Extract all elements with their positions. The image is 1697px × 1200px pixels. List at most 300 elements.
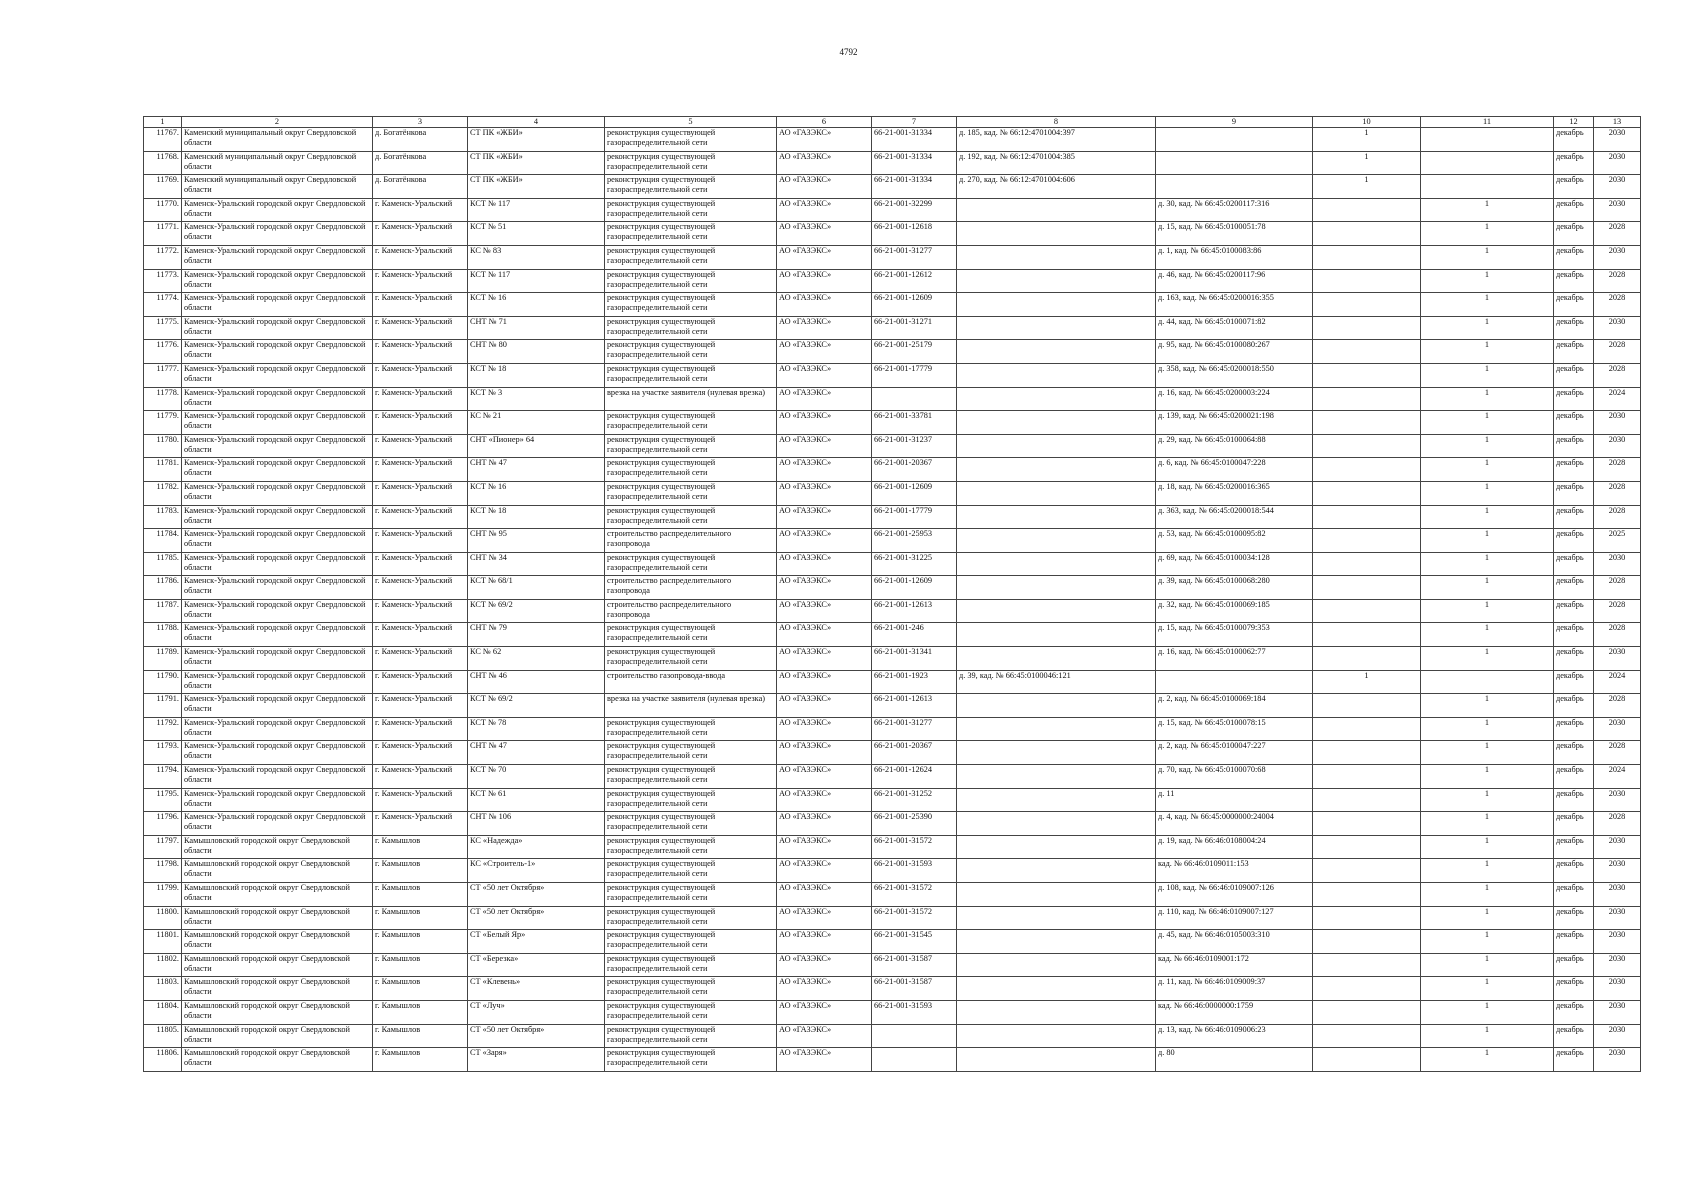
table-cell-col-11: 1 <box>1421 883 1554 907</box>
table-cell-col-5: реконструкция существующей газораспределительной сети <box>605 835 777 859</box>
table-cell-col-3: г. Каменск-Уральский <box>373 694 468 718</box>
table-cell-col-9: д. 45, кад. № 66:46:0105003:310 <box>1156 930 1313 954</box>
table-cell-col-5: реконструкция существующей газораспределительной сети <box>605 245 777 269</box>
table-cell-col-3: г. Камышлов <box>373 859 468 883</box>
table-cell-col-13: 2028 <box>1594 599 1641 623</box>
column-header-1: 1 <box>144 117 182 128</box>
table-cell-col-4: КС «Строитель-1» <box>468 859 605 883</box>
column-header-6: 6 <box>777 117 872 128</box>
table-cell-col-13: 2024 <box>1594 387 1641 411</box>
table-cell-col-7: 66-21-001-31277 <box>872 717 957 741</box>
table-cell-col-4: СНТ № 95 <box>468 529 605 553</box>
table-row <box>144 906 1641 930</box>
table-cell-col-13: 2030 <box>1594 198 1641 222</box>
table-cell-col-7: 66-21-001-31271 <box>872 316 957 340</box>
table-cell-col-11: 1 <box>1421 293 1554 317</box>
table-cell-col-13: 2028 <box>1594 340 1641 364</box>
table-cell-col-9: д. 108, кад. № 66:46:0109007:126 <box>1156 883 1313 907</box>
table-cell-col-11: 1 <box>1421 953 1554 977</box>
table-row <box>144 175 1641 199</box>
table-cell-col-10 <box>1313 765 1421 789</box>
gasification-register-table <box>143 116 1641 1072</box>
table-cell-col-7: 66-21-001-12613 <box>872 694 957 718</box>
table-cell-col-5: реконструкция существующей газораспределительной сети <box>605 175 777 199</box>
column-header-5: 5 <box>605 117 777 128</box>
table-cell-col-2: Каменск-Уральский городской округ Свердловской области <box>182 387 373 411</box>
table-cell-col-7: 66-21-001-31545 <box>872 930 957 954</box>
table-cell-col-10 <box>1313 741 1421 765</box>
table-cell-col-10 <box>1313 481 1421 505</box>
table-cell-col-6: АО «ГАЗЭКС» <box>777 481 872 505</box>
table-cell-col-4: КСТ № 78 <box>468 717 605 741</box>
table-cell-col-11: 1 <box>1421 647 1554 671</box>
table-cell-col-9: д. 15, кад. № 66:45:0100078:15 <box>1156 717 1313 741</box>
table-cell-col-13: 2025 <box>1594 529 1641 553</box>
table-cell-col-2: Каменск-Уральский городской округ Свердловской области <box>182 765 373 789</box>
table-cell-col-2: Каменск-Уральский городской округ Свердловской области <box>182 316 373 340</box>
table-cell-col-12: декабрь <box>1554 859 1594 883</box>
table-cell-col-5: реконструкция существующей газораспределительной сети <box>605 977 777 1001</box>
table-cell-col-5: реконструкция существующей газораспределительной сети <box>605 906 777 930</box>
table-cell-col-2: Камышловский городской округ Свердловской области <box>182 883 373 907</box>
table-cell-col-7: 66-21-001-20367 <box>872 741 957 765</box>
table-cell-col-3: г. Каменск-Уральский <box>373 765 468 789</box>
table-cell-col-5: реконструкция существующей газораспределительной сети <box>605 1024 777 1048</box>
table-cell-col-8 <box>957 363 1156 387</box>
table-cell-col-9: кад. № 66:46:0109011:153 <box>1156 859 1313 883</box>
table-cell-col-5: реконструкция существующей газораспределительной сети <box>605 128 777 152</box>
table-cell-col-11: 1 <box>1421 552 1554 576</box>
table-cell-col-8 <box>957 245 1156 269</box>
table-cell-col-6: АО «ГАЗЭКС» <box>777 599 872 623</box>
table-cell-col-8 <box>957 222 1156 246</box>
table-cell-col-2: Каменск-Уральский городской округ Свердловской области <box>182 623 373 647</box>
table-cell-col-7: 66-21-001-17779 <box>872 363 957 387</box>
table-cell-col-1: 11783. <box>144 505 182 529</box>
table-cell-col-4: СНТ № 47 <box>468 741 605 765</box>
table-cell-col-10 <box>1313 835 1421 859</box>
table-cell-col-4: СТ «Клевень» <box>468 977 605 1001</box>
table-cell-col-11: 1 <box>1421 269 1554 293</box>
table-cell-col-13: 2030 <box>1594 883 1641 907</box>
table-cell-col-10 <box>1313 411 1421 435</box>
table-cell-col-9: д. 95, кад. № 66:45:0100080:267 <box>1156 340 1313 364</box>
table-cell-col-8 <box>957 647 1156 671</box>
table-cell-col-5: реконструкция существующей газораспределительной сети <box>605 552 777 576</box>
table-cell-col-13: 2030 <box>1594 788 1641 812</box>
table-cell-col-12: декабрь <box>1554 458 1594 482</box>
table-cell-col-2: Камышловский городской округ Свердловской области <box>182 1024 373 1048</box>
table-cell-col-11: 1 <box>1421 529 1554 553</box>
table-row <box>144 599 1641 623</box>
table-cell-col-7: 66-21-001-1923 <box>872 670 957 694</box>
table-cell-col-3: д. Богатёнкова <box>373 128 468 152</box>
table-cell-col-1: 11787. <box>144 599 182 623</box>
table-cell-col-5: реконструкция существующей газораспределительной сети <box>605 623 777 647</box>
table-cell-col-3: г. Каменск-Уральский <box>373 717 468 741</box>
table-cell-col-13: 2028 <box>1594 481 1641 505</box>
table-cell-col-1: 11785. <box>144 552 182 576</box>
table-cell-col-3: г. Камышлов <box>373 883 468 907</box>
table-cell-col-1: 11793. <box>144 741 182 765</box>
table-row <box>144 387 1641 411</box>
table-cell-col-9 <box>1156 128 1313 152</box>
table-cell-col-7: 66-21-001-31237 <box>872 434 957 458</box>
table-cell-col-6: АО «ГАЗЭКС» <box>777 198 872 222</box>
table-cell-col-11 <box>1421 175 1554 199</box>
table-cell-col-4: СТ «Белый Яр» <box>468 930 605 954</box>
table-cell-col-3: г. Камышлов <box>373 835 468 859</box>
table-cell-col-11: 1 <box>1421 481 1554 505</box>
table-cell-col-4: КСТ № 18 <box>468 505 605 529</box>
table-cell-col-8 <box>957 717 1156 741</box>
table-cell-col-6: АО «ГАЗЭКС» <box>777 293 872 317</box>
table-cell-col-3: г. Каменск-Уральский <box>373 293 468 317</box>
table-cell-col-8 <box>957 269 1156 293</box>
table-cell-col-13: 2028 <box>1594 269 1641 293</box>
table-cell-col-10 <box>1313 1000 1421 1024</box>
table-cell-col-13: 2028 <box>1594 222 1641 246</box>
table-cell-col-3: г. Камышлов <box>373 906 468 930</box>
table-cell-col-1: 11779. <box>144 411 182 435</box>
table-cell-col-6: АО «ГАЗЭКС» <box>777 906 872 930</box>
table-cell-col-11: 1 <box>1421 599 1554 623</box>
table-cell-col-10 <box>1313 1048 1421 1072</box>
table-cell-col-4: СНТ № 71 <box>468 316 605 340</box>
table-cell-col-5: реконструкция существующей газораспределительной сети <box>605 458 777 482</box>
table-cell-col-6: АО «ГАЗЭКС» <box>777 883 872 907</box>
table-cell-col-11: 1 <box>1421 859 1554 883</box>
table-cell-col-7: 66-21-001-31587 <box>872 977 957 1001</box>
table-cell-col-6: АО «ГАЗЭКС» <box>777 151 872 175</box>
table-cell-col-12: декабрь <box>1554 599 1594 623</box>
table-cell-col-8 <box>957 883 1156 907</box>
table-cell-col-7: 66-21-001-25953 <box>872 529 957 553</box>
table-cell-col-6: АО «ГАЗЭКС» <box>777 788 872 812</box>
column-header-2: 2 <box>182 117 373 128</box>
table-cell-col-1: 11767. <box>144 128 182 152</box>
table-cell-col-8 <box>957 505 1156 529</box>
table-cell-col-8 <box>957 481 1156 505</box>
table-cell-col-10 <box>1313 977 1421 1001</box>
table-cell-col-12: декабрь <box>1554 293 1594 317</box>
table-cell-col-7: 66-21-001-12613 <box>872 599 957 623</box>
table-cell-col-7: 66-21-001-12624 <box>872 765 957 789</box>
table-cell-col-11: 1 <box>1421 717 1554 741</box>
table-cell-col-3: г. Каменск-Уральский <box>373 269 468 293</box>
table-cell-col-12: декабрь <box>1554 222 1594 246</box>
table-cell-col-9: д. 80 <box>1156 1048 1313 1072</box>
table-cell-col-1: 11782. <box>144 481 182 505</box>
table-cell-col-9: д. 69, кад. № 66:45:0100034:128 <box>1156 552 1313 576</box>
table-cell-col-1: 11775. <box>144 316 182 340</box>
table-cell-col-10 <box>1313 599 1421 623</box>
table-row <box>144 623 1641 647</box>
table-cell-col-9: д. 32, кад. № 66:45:0100069:185 <box>1156 599 1313 623</box>
table-cell-col-5: реконструкция существующей газораспределительной сети <box>605 363 777 387</box>
table-cell-col-13: 2030 <box>1594 647 1641 671</box>
table-cell-col-9: д. 6, кад. № 66:45:0100047:228 <box>1156 458 1313 482</box>
table-cell-col-5: врезка на участке заявителя (нулевая врезка) <box>605 694 777 718</box>
column-header-11: 11 <box>1421 117 1554 128</box>
table-cell-col-12: декабрь <box>1554 245 1594 269</box>
table-cell-col-6: АО «ГАЗЭКС» <box>777 953 872 977</box>
table-cell-col-5: реконструкция существующей газораспределительной сети <box>605 151 777 175</box>
table-cell-col-13: 2028 <box>1594 505 1641 529</box>
table-cell-col-10 <box>1313 859 1421 883</box>
table-cell-col-13: 2030 <box>1594 930 1641 954</box>
table-cell-col-6: АО «ГАЗЭКС» <box>777 977 872 1001</box>
column-header-7: 7 <box>872 117 957 128</box>
table-cell-col-12: декабрь <box>1554 269 1594 293</box>
table-cell-col-11: 1 <box>1421 741 1554 765</box>
column-header-12: 12 <box>1554 117 1594 128</box>
table-cell-col-4: КСТ № 51 <box>468 222 605 246</box>
table-row <box>144 458 1641 482</box>
table-cell-col-1: 11797. <box>144 835 182 859</box>
table-cell-col-4: КСТ № 70 <box>468 765 605 789</box>
table-cell-col-10: 1 <box>1313 670 1421 694</box>
table-cell-col-13: 2030 <box>1594 128 1641 152</box>
table-cell-col-10 <box>1313 812 1421 836</box>
table-cell-col-8 <box>957 835 1156 859</box>
table-row <box>144 859 1641 883</box>
table-row <box>144 128 1641 152</box>
table-cell-col-5: строительство распределительного газопровода <box>605 529 777 553</box>
table-cell-col-3: г. Каменск-Уральский <box>373 340 468 364</box>
table-cell-col-12: декабрь <box>1554 741 1594 765</box>
table-cell-col-6: АО «ГАЗЭКС» <box>777 812 872 836</box>
table-cell-col-3: г. Каменск-Уральский <box>373 481 468 505</box>
table-cell-col-5: реконструкция существующей газораспределительной сети <box>605 647 777 671</box>
table-cell-col-10 <box>1313 717 1421 741</box>
table-cell-col-10 <box>1313 552 1421 576</box>
table-cell-col-9: д. 363, кад. № 66:45:0200018:544 <box>1156 505 1313 529</box>
table-cell-col-8 <box>957 741 1156 765</box>
table-cell-col-4: КСТ № 61 <box>468 788 605 812</box>
table-cell-col-9: кад. № 66:46:0109001:172 <box>1156 953 1313 977</box>
table-cell-col-12: декабрь <box>1554 906 1594 930</box>
table-cell-col-9: д. 163, кад. № 66:45:0200016:355 <box>1156 293 1313 317</box>
table-cell-col-13: 2030 <box>1594 245 1641 269</box>
table-cell-col-2: Каменск-Уральский городской округ Свердловской области <box>182 481 373 505</box>
table-cell-col-12: декабрь <box>1554 316 1594 340</box>
table-cell-col-3: д. Богатёнкова <box>373 175 468 199</box>
table-cell-col-1: 11768. <box>144 151 182 175</box>
table-cell-col-1: 11800. <box>144 906 182 930</box>
table-cell-col-4: СТ «50 лет Октября» <box>468 906 605 930</box>
table-cell-col-5: реконструкция существующей газораспределительной сети <box>605 883 777 907</box>
table-cell-col-12: декабрь <box>1554 765 1594 789</box>
table-cell-col-1: 11802. <box>144 953 182 977</box>
table-cell-col-6: АО «ГАЗЭКС» <box>777 458 872 482</box>
table-cell-col-13: 2030 <box>1594 434 1641 458</box>
table-cell-col-7: 66-21-001-25179 <box>872 340 957 364</box>
table-cell-col-7: 66-21-001-31572 <box>872 906 957 930</box>
table-cell-col-7: 66-21-001-32299 <box>872 198 957 222</box>
table-cell-col-4: КСТ № 16 <box>468 481 605 505</box>
table-cell-col-8: д. 39, кад. № 66:45:0100046:121 <box>957 670 1156 694</box>
table-cell-col-2: Каменск-Уральский городской округ Свердловской области <box>182 411 373 435</box>
table-cell-col-12: декабрь <box>1554 647 1594 671</box>
table-cell-col-12: декабрь <box>1554 128 1594 152</box>
table-cell-col-7: 66-21-001-31334 <box>872 151 957 175</box>
table-cell-col-11: 1 <box>1421 434 1554 458</box>
table-cell-col-6: АО «ГАЗЭКС» <box>777 930 872 954</box>
table-cell-col-12: декабрь <box>1554 835 1594 859</box>
table-cell-col-10 <box>1313 505 1421 529</box>
table-cell-col-10 <box>1313 788 1421 812</box>
table-cell-col-9 <box>1156 670 1313 694</box>
table-cell-col-12: декабрь <box>1554 953 1594 977</box>
table-cell-col-5: реконструкция существующей газораспределительной сети <box>605 1000 777 1024</box>
table-cell-col-8 <box>957 387 1156 411</box>
table-cell-col-11: 1 <box>1421 788 1554 812</box>
table-cell-col-12: декабрь <box>1554 411 1594 435</box>
table-cell-col-7: 66-21-001-246 <box>872 623 957 647</box>
table-cell-col-12: декабрь <box>1554 977 1594 1001</box>
table-cell-col-6: АО «ГАЗЭКС» <box>777 647 872 671</box>
table-cell-col-1: 11774. <box>144 293 182 317</box>
table-cell-col-7: 66-21-001-12609 <box>872 576 957 600</box>
table-cell-col-2: Камышловский городской округ Свердловской области <box>182 1000 373 1024</box>
table-cell-col-2: Каменск-Уральский городской округ Свердловской области <box>182 458 373 482</box>
table-cell-col-2: Камышловский городской округ Свердловской области <box>182 953 373 977</box>
table-cell-col-4: КС № 83 <box>468 245 605 269</box>
table-row <box>144 647 1641 671</box>
table-cell-col-1: 11803. <box>144 977 182 1001</box>
table-row <box>144 576 1641 600</box>
table-cell-col-10 <box>1313 316 1421 340</box>
table-row <box>144 505 1641 529</box>
table-cell-col-4: КС № 21 <box>468 411 605 435</box>
table-cell-col-12: декабрь <box>1554 1000 1594 1024</box>
table-cell-col-4: КСТ № 3 <box>468 387 605 411</box>
table-row <box>144 552 1641 576</box>
table-cell-col-4: КСТ № 69/2 <box>468 599 605 623</box>
table-cell-col-11 <box>1421 151 1554 175</box>
table-cell-col-2: Каменск-Уральский городской округ Свердловской области <box>182 293 373 317</box>
table-cell-col-3: г. Каменск-Уральский <box>373 623 468 647</box>
table-cell-col-3: г. Каменск-Уральский <box>373 222 468 246</box>
table-cell-col-3: г. Каменск-Уральский <box>373 505 468 529</box>
table-cell-col-8 <box>957 788 1156 812</box>
table-cell-col-9: д. 11, кад. № 66:46:0109009:37 <box>1156 977 1313 1001</box>
table-cell-col-9: д. 15, кад. № 66:45:0100079:353 <box>1156 623 1313 647</box>
table-cell-col-6: АО «ГАЗЭКС» <box>777 245 872 269</box>
table-cell-col-1: 11791. <box>144 694 182 718</box>
table-cell-col-6: АО «ГАЗЭКС» <box>777 434 872 458</box>
table-cell-col-5: реконструкция существующей газораспределительной сети <box>605 812 777 836</box>
table-cell-col-13: 2030 <box>1594 411 1641 435</box>
table-row <box>144 765 1641 789</box>
table-cell-col-3: г. Каменск-Уральский <box>373 599 468 623</box>
table-cell-col-2: Каменск-Уральский городской округ Свердловской области <box>182 599 373 623</box>
table-cell-col-10: 1 <box>1313 175 1421 199</box>
table-row <box>144 1048 1641 1072</box>
table-cell-col-3: г. Камышлов <box>373 1024 468 1048</box>
table-cell-col-1: 11805. <box>144 1024 182 1048</box>
table-cell-col-11: 1 <box>1421 1000 1554 1024</box>
table-cell-col-11: 1 <box>1421 623 1554 647</box>
table-cell-col-11: 1 <box>1421 316 1554 340</box>
table-cell-col-2: Каменск-Уральский городской округ Свердловской области <box>182 694 373 718</box>
table-cell-col-9 <box>1156 151 1313 175</box>
table-cell-col-13: 2028 <box>1594 694 1641 718</box>
table-cell-col-5: врезка на участке заявителя (нулевая врезка) <box>605 387 777 411</box>
table-body <box>144 128 1641 1072</box>
table-row <box>144 835 1641 859</box>
table-cell-col-9: д. 110, кад. № 66:46:0109007:127 <box>1156 906 1313 930</box>
table-cell-col-3: г. Камышлов <box>373 1000 468 1024</box>
table-cell-col-9: д. 2, кад. № 66:45:0100069:184 <box>1156 694 1313 718</box>
table-cell-col-7: 66-21-001-31587 <box>872 953 957 977</box>
table-cell-col-6: АО «ГАЗЭКС» <box>777 175 872 199</box>
table-cell-col-7: 66-21-001-31572 <box>872 835 957 859</box>
table-cell-col-1: 11776. <box>144 340 182 364</box>
table-cell-col-10 <box>1313 245 1421 269</box>
table-cell-col-1: 11790. <box>144 670 182 694</box>
table-cell-col-12: декабрь <box>1554 1048 1594 1072</box>
table-row <box>144 411 1641 435</box>
table-cell-col-8: д. 192, кад. № 66:12:4701004:385 <box>957 151 1156 175</box>
table-cell-col-1: 11780. <box>144 434 182 458</box>
table-cell-col-10 <box>1313 363 1421 387</box>
table-cell-col-4: КСТ № 69/2 <box>468 694 605 718</box>
table-cell-col-4: СНТ № 80 <box>468 340 605 364</box>
table-cell-col-6: АО «ГАЗЭКС» <box>777 859 872 883</box>
table-cell-col-9: кад. № 66:46:0000000:1759 <box>1156 1000 1313 1024</box>
table-cell-col-3: г. Камышлов <box>373 953 468 977</box>
table-cell-col-1: 11772. <box>144 245 182 269</box>
table-cell-col-7: 66-21-001-31593 <box>872 859 957 883</box>
table-cell-col-1: 11770. <box>144 198 182 222</box>
table-cell-col-11: 1 <box>1421 505 1554 529</box>
table-cell-col-6: АО «ГАЗЭКС» <box>777 835 872 859</box>
table-cell-col-4: КС «Надежда» <box>468 835 605 859</box>
table-cell-col-2: Каменск-Уральский городской округ Свердловской области <box>182 717 373 741</box>
table-cell-col-6: АО «ГАЗЭКС» <box>777 1048 872 1072</box>
table-cell-col-5: реконструкция существующей газораспределительной сети <box>605 1048 777 1072</box>
table-cell-col-5: реконструкция существующей газораспределительной сети <box>605 717 777 741</box>
table-cell-col-1: 11788. <box>144 623 182 647</box>
table-cell-col-7: 66-21-001-31593 <box>872 1000 957 1024</box>
table-cell-col-4: СТ «Заря» <box>468 1048 605 1072</box>
table-cell-col-4: КСТ № 117 <box>468 198 605 222</box>
table-cell-col-10 <box>1313 906 1421 930</box>
table-cell-col-5: реконструкция существующей газораспределительной сети <box>605 411 777 435</box>
table-cell-col-2: Каменск-Уральский городской округ Свердловской области <box>182 741 373 765</box>
table-cell-col-9: д. 11 <box>1156 788 1313 812</box>
table-cell-col-3: г. Каменск-Уральский <box>373 670 468 694</box>
table-cell-col-11: 1 <box>1421 576 1554 600</box>
column-header-10: 10 <box>1313 117 1421 128</box>
table-cell-col-7: 66-21-001-31334 <box>872 128 957 152</box>
table-cell-col-5: строительство распределительного газопровода <box>605 599 777 623</box>
table-cell-col-12: декабрь <box>1554 481 1594 505</box>
table-cell-col-2: Камышловский городской округ Свердловской области <box>182 835 373 859</box>
table-cell-col-3: г. Каменск-Уральский <box>373 788 468 812</box>
table-cell-col-8 <box>957 552 1156 576</box>
table-cell-col-8 <box>957 599 1156 623</box>
table-cell-col-13: 2030 <box>1594 316 1641 340</box>
table-cell-col-3: г. Каменск-Уральский <box>373 363 468 387</box>
table-cell-col-13: 2028 <box>1594 812 1641 836</box>
table-cell-col-9: д. 4, кад. № 66:45:0000000:24004 <box>1156 812 1313 836</box>
table-cell-col-12: декабрь <box>1554 340 1594 364</box>
table-cell-col-13: 2024 <box>1594 765 1641 789</box>
table-cell-col-8 <box>957 293 1156 317</box>
